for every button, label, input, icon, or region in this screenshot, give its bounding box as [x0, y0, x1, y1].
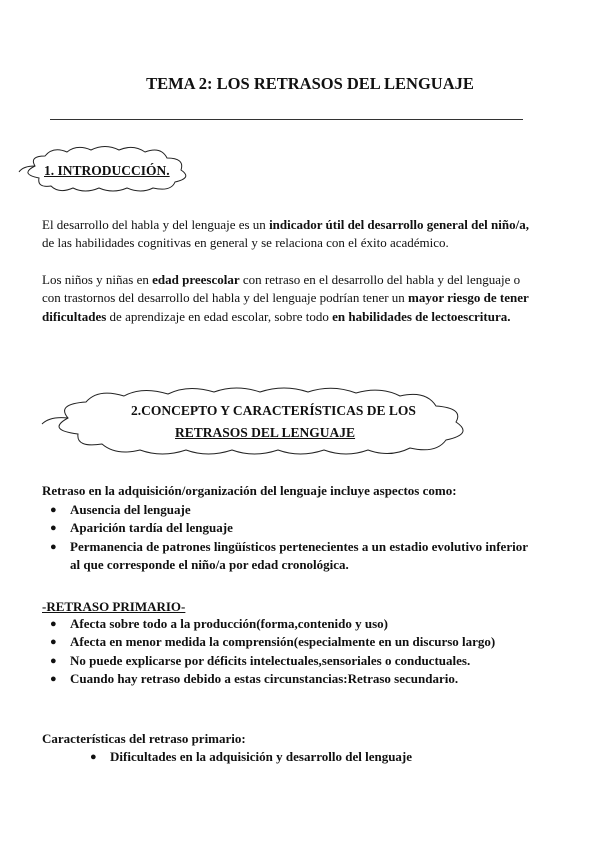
p2-bold-1: edad preescolar — [152, 272, 240, 287]
cloud-shape-2 — [38, 384, 478, 458]
list-item — [82, 748, 532, 766]
p1-text-2: de las habilidades cognitivas en general y se relaciona con el éxito académico. — [42, 235, 449, 251]
section1-paragraph-2 — [42, 271, 532, 326]
list-item — [42, 519, 532, 537]
primary-list — [42, 615, 512, 688]
bullet-icon: ● — [50, 540, 57, 553]
p1-text-1: El desarrollo del habla y del lenguaje es un — [42, 217, 270, 232]
list-item — [42, 538, 532, 575]
bullet-icon: ● — [50, 654, 57, 667]
aspect-text: Permanencia de patrones lingüísticos pertenecientes a un estadio evolutivo inferior al que corresponde el niño/a por edad cronológica. — [70, 538, 528, 572]
title-divider — [50, 119, 523, 120]
bullet-icon: ● — [50, 672, 57, 685]
bullet-icon: ● — [50, 618, 57, 630]
primary-text: Afecta sobre todo a la producción(forma,contenido y uso) — [70, 616, 389, 631]
p2-text-2: con retraso en el desarrollo del habla y del lenguaje o con trastornos del desarrollo del habla y del lenguaje podrían tener un — [42, 272, 521, 306]
bullet-icon: ● — [50, 522, 57, 535]
section2-heading-line1: 2.CONCEPTO Y CARACTERÍSTICAS DE LOS — [131, 403, 416, 418]
primary-text: No puede explicarse por déficits intelectuales,sensoriales o conductuales. — [70, 652, 471, 668]
bullet-icon: ● — [90, 751, 97, 763]
section2-heading-line2: RETRASOS DEL LENGUAJE — [175, 425, 356, 440]
bullet-icon: ● — [50, 504, 57, 516]
p2-text-1: Los niños y niñas en — [42, 272, 153, 287]
primary-heading: -RETRASO PRIMARIO- — [42, 599, 186, 614]
primary-text: Afecta en menor medida la comprensión(especialmente en un discurso largo) — [70, 634, 496, 650]
page-title: TEMA 2: LOS RETRASOS DEL LENGUAJE — [146, 74, 474, 93]
section2-intro: Retraso en la adquisición/organización del lenguaje incluye aspectos como: — [42, 483, 457, 498]
list-item — [42, 652, 512, 670]
characteristics-list — [82, 748, 532, 766]
primary-text: Cuando hay retraso debido a estas circunstancias:Retraso secundario. — [70, 670, 459, 686]
bullet-icon: ● — [50, 636, 57, 649]
p2-text-3: de aprendizaje en edad escolar, sobre todo — [106, 308, 333, 324]
list-item — [42, 501, 532, 519]
p1-bold-1: indicador útil del desarrollo general del niño/a, — [269, 217, 529, 232]
list-item — [42, 615, 512, 633]
aspects-list — [42, 501, 532, 574]
characteristics-heading: Características del retraso primario: — [42, 731, 246, 746]
p2-bold-3: en habilidades de lectoescritura. — [332, 308, 511, 324]
list-item — [42, 670, 512, 688]
section1-heading: 1. INTRODUCCIÓN. — [44, 163, 170, 178]
section1-paragraph-1 — [42, 216, 532, 253]
aspect-text: Ausencia del lenguaje — [70, 502, 191, 517]
characteristic-text: Dificultades en la adquisición y desarrollo del lenguaje — [110, 749, 413, 764]
p2-bold-2: mayor riesgo de tener dificultades — [42, 290, 529, 324]
aspect-text: Aparición tardía del lenguaje — [70, 520, 233, 536]
list-item — [42, 633, 512, 651]
